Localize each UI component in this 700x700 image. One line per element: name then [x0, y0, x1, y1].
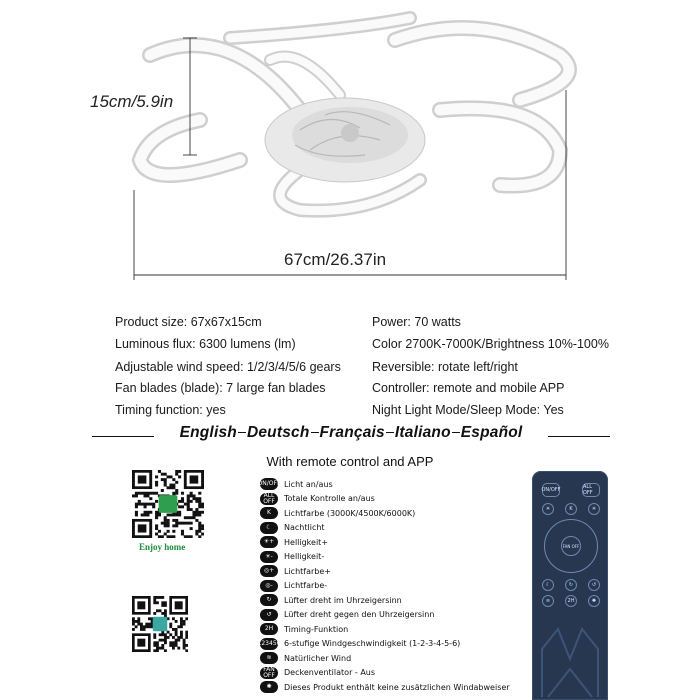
spec-right-1: Color 2700K-7000K/Brightness 10%-100%: [372, 337, 609, 351]
remote-power-button: ON/OFF: [542, 483, 560, 497]
function-row: [260, 680, 510, 694]
remote-all-off-button: ALL OFF: [582, 483, 600, 497]
function-row: [260, 651, 351, 665]
qr-label: Enjoy home: [139, 542, 186, 552]
with-remote-heading: With remote control and APP: [266, 454, 434, 469]
remote-timer-icon: 2H: [565, 595, 577, 607]
remote-night-icon: ☾: [542, 579, 554, 591]
function-row: [260, 492, 375, 506]
language-0: English: [179, 424, 237, 441]
color-down-icon: ◎-: [260, 580, 278, 592]
spec-left-4: Timing function: yes: [115, 403, 226, 417]
remote-deflector-icon: ✺: [588, 595, 600, 607]
function-row: [260, 622, 348, 636]
language-separator: [238, 432, 246, 433]
remote-color-icon: K: [565, 503, 577, 515]
language-separator: [452, 432, 460, 433]
function-label: Totale Kontrolle an/aus: [284, 494, 375, 503]
qr-code-download: [132, 596, 188, 652]
language-bar: [92, 424, 610, 446]
all-off-icon: ALL OFF: [260, 493, 278, 505]
function-row: [260, 608, 434, 622]
timer-icon: 2H: [260, 623, 278, 635]
ceiling-fan-illustration: [0, 0, 700, 290]
color-up-icon: ◎+: [260, 565, 278, 577]
spec-right-4: Night Light Mode/Sleep Mode: Yes: [372, 403, 564, 417]
spec-right-0: Power: 70 watts: [372, 315, 461, 329]
function-row: [260, 593, 402, 607]
height-dimension: 15cm/5.9in: [90, 92, 174, 111]
brightness-down-icon: ☀-: [260, 551, 278, 563]
function-label: Lichtfarbe+: [284, 566, 331, 576]
function-row: [260, 666, 375, 680]
function-label: Lichtfarbe-: [284, 581, 328, 590]
function-label: Lüfter dreht gegen den Uhrzeigersinn: [284, 610, 435, 619]
function-row: [260, 564, 331, 578]
function-label: Deckenventilator - Aus: [284, 668, 376, 677]
function-label: Lichtfarbe (3000K/4500K/6000K): [284, 508, 416, 518]
function-label: Natürlicher Wind: [284, 653, 352, 663]
function-label: Dieses Produkt enthält keine zusätzlichen Windabweiser: [284, 682, 510, 692]
deflector-icon: ✺: [260, 681, 278, 693]
remote-bright-up-icon: ☀: [542, 503, 554, 515]
speed-icon: 123456: [260, 638, 278, 650]
width-dimension: 67cm/26.37in: [284, 250, 387, 269]
function-row: [257, 637, 461, 651]
remote-wind-icon: ≋: [542, 595, 554, 607]
language-1: Deutsch: [246, 424, 310, 441]
remote-ccw-icon: ↺: [588, 579, 600, 591]
rotate-cw-icon: ↻: [260, 594, 278, 606]
natural-wind-icon: ≋: [260, 652, 278, 664]
function-label: Nachtlicht: [284, 523, 325, 532]
function-row: [260, 550, 324, 564]
language-separator: [386, 432, 394, 433]
remote-rotate-icon: ↻: [565, 579, 577, 591]
language-2: Français: [319, 424, 385, 441]
remote-bright-down-icon: ☀: [588, 503, 600, 515]
function-row: [260, 579, 327, 593]
function-label: Helligkeit-: [284, 552, 325, 561]
function-label: Lüfter dreht im Uhrzeigersinn: [284, 595, 402, 605]
function-row: [260, 535, 328, 549]
remote-decoration: [538, 619, 602, 699]
spec-left-3: Fan blades (blade): 7 large fan blades: [115, 381, 326, 395]
language-list: [92, 424, 610, 442]
remote-speed-dial: [544, 519, 598, 573]
remote-fan-off-button: FAN OFF: [561, 536, 581, 556]
spec-left-1: Luminous flux: 6300 lumens (lm): [115, 337, 296, 351]
function-row: [257, 477, 333, 491]
language-3: Italiano: [394, 424, 451, 441]
remote-control: [532, 471, 608, 700]
spec-right-2: Reversible: rotate left/right: [372, 360, 518, 374]
qr-code-app: [132, 470, 204, 538]
function-row: [260, 506, 415, 520]
power-icon: ON/OFF: [260, 478, 278, 490]
fan-off-icon: FAN OFF: [260, 667, 278, 679]
brightness-up-icon: ☀+: [260, 536, 278, 548]
color-temp-icon: K: [260, 507, 278, 519]
language-separator: [311, 432, 319, 433]
rotate-ccw-icon: ↺: [260, 609, 278, 621]
function-label: Helligkeit+: [284, 537, 329, 547]
function-row: [260, 521, 325, 535]
spec-right-3: Controller: remote and mobile APP: [372, 381, 565, 395]
moon-icon: ☾: [260, 522, 278, 534]
function-label: Licht an/aus: [284, 479, 333, 489]
function-label: Timing-Funktion: [284, 624, 349, 634]
spec-left-2: Adjustable wind speed: 1/2/3/4/5/6 gears: [115, 360, 341, 374]
function-label: 6-stufige Windgeschwindigkeit (1-2-3-4-5-6): [284, 639, 461, 648]
spec-left-0: Product size: 67x67x15cm: [115, 315, 262, 329]
language-4: Español: [460, 424, 523, 441]
